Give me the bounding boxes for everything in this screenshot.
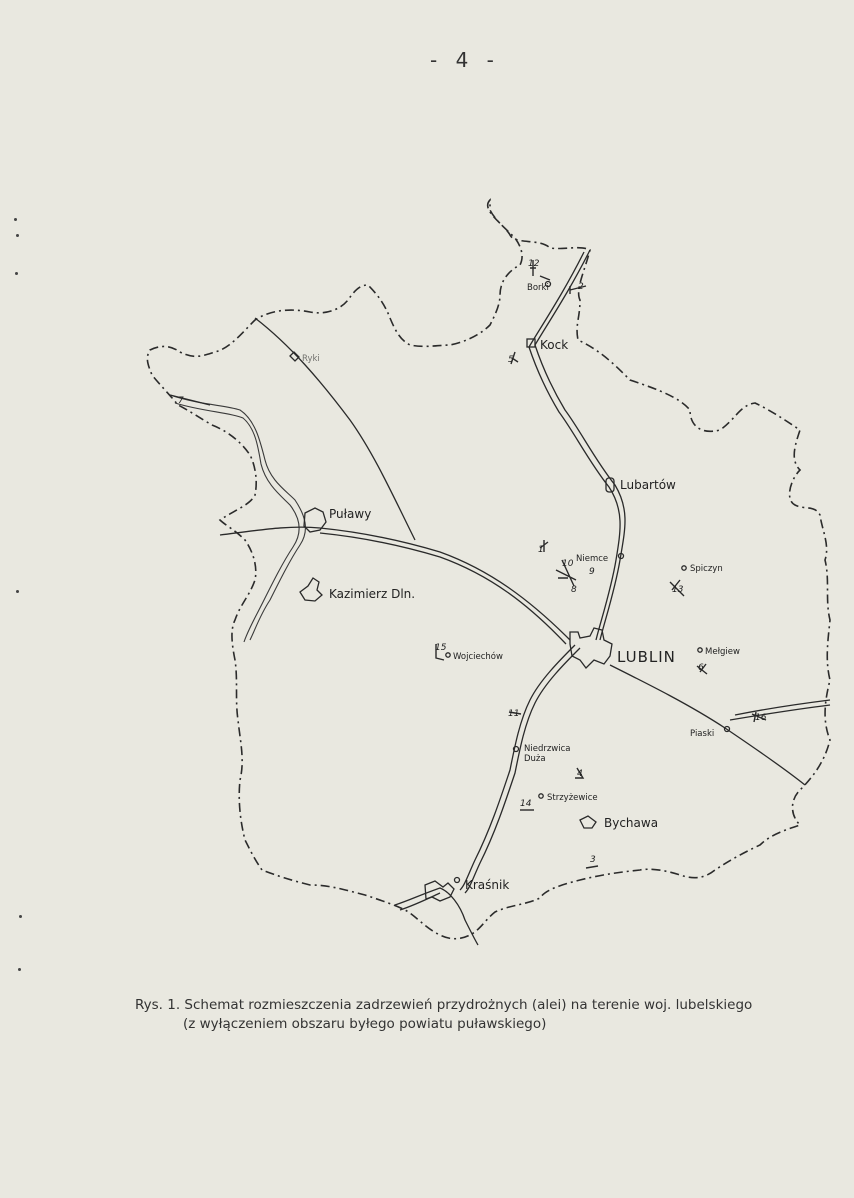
alley-number-5: 5 <box>508 355 514 365</box>
label-melgiew: Mełgiew <box>705 647 740 657</box>
alley-number-1: 1 <box>538 545 544 555</box>
alley-number-6: 6 <box>698 663 704 673</box>
alley-number-11: 11 <box>508 709 520 719</box>
alley-number-14: 14 <box>520 799 532 809</box>
melgiew-symbol <box>698 648 702 652</box>
label-piaski: Piaski <box>690 729 715 739</box>
alley-number-10: 10 <box>562 559 574 569</box>
vistula-river <box>170 395 305 642</box>
krasnik-symbol <box>425 881 454 901</box>
ryki-symbol <box>290 352 299 361</box>
label-strzyzewice: Strzyżewice <box>547 793 598 803</box>
alley-number-15: 15 <box>435 643 447 653</box>
label-lublin: LUBLIN <box>617 648 676 666</box>
label-pulawy: Puławy <box>329 507 372 521</box>
alley-number-3: 3 <box>590 855 596 865</box>
alley-number-13: 13 <box>672 585 684 595</box>
alley-number-16: 16 <box>755 713 767 723</box>
kazimierz-symbol <box>300 578 322 601</box>
wojciechow-symbol <box>446 653 450 657</box>
alley-number-12: 12 <box>528 259 540 269</box>
label-kazimierz: Kazimierz Dln. <box>329 587 416 601</box>
label-borki: Borki <box>527 283 549 293</box>
strzyzewice-symbol <box>539 794 543 798</box>
alley-number-9: 9 <box>589 567 595 577</box>
bychawa-symbol <box>580 816 596 828</box>
label-niemce: Niemce <box>576 554 609 564</box>
label-krasnik: Kraśnik <box>465 878 510 892</box>
label-wojciechow: Wojciechów <box>453 652 503 662</box>
alley-number-2: 2 <box>578 282 584 292</box>
caption-line-1: Rys. 1. Schemat rozmieszczenia zadrzewień przydrożnych (alei) na terenie woj. lubelskiego <box>135 997 753 1013</box>
label-niedrzwica-1: Niedrzwica <box>524 744 571 754</box>
alley-number-4: 4 <box>577 769 583 779</box>
label-niedrzwica-2: Duża <box>524 754 546 764</box>
lublin-symbol <box>570 628 612 668</box>
alley-number-8: 8 <box>571 585 577 595</box>
label-spiczyn: Spiczyn <box>690 564 723 574</box>
spiczyn-symbol <box>682 566 686 570</box>
alley-number-7: 7 <box>178 396 184 406</box>
krasnik-dot <box>455 878 460 883</box>
label-bychawa: Bychawa <box>604 816 659 830</box>
label-kock: Kock <box>540 338 569 352</box>
label-ryki: Ryki <box>302 354 320 364</box>
page-number: - 4 - <box>430 48 500 72</box>
figure-caption <box>135 996 815 1034</box>
caption-line-2: (z wyłączeniem obszaru byłego powiatu puławskiego) <box>183 1016 547 1032</box>
label-lubartow: Lubartów <box>620 478 676 492</box>
